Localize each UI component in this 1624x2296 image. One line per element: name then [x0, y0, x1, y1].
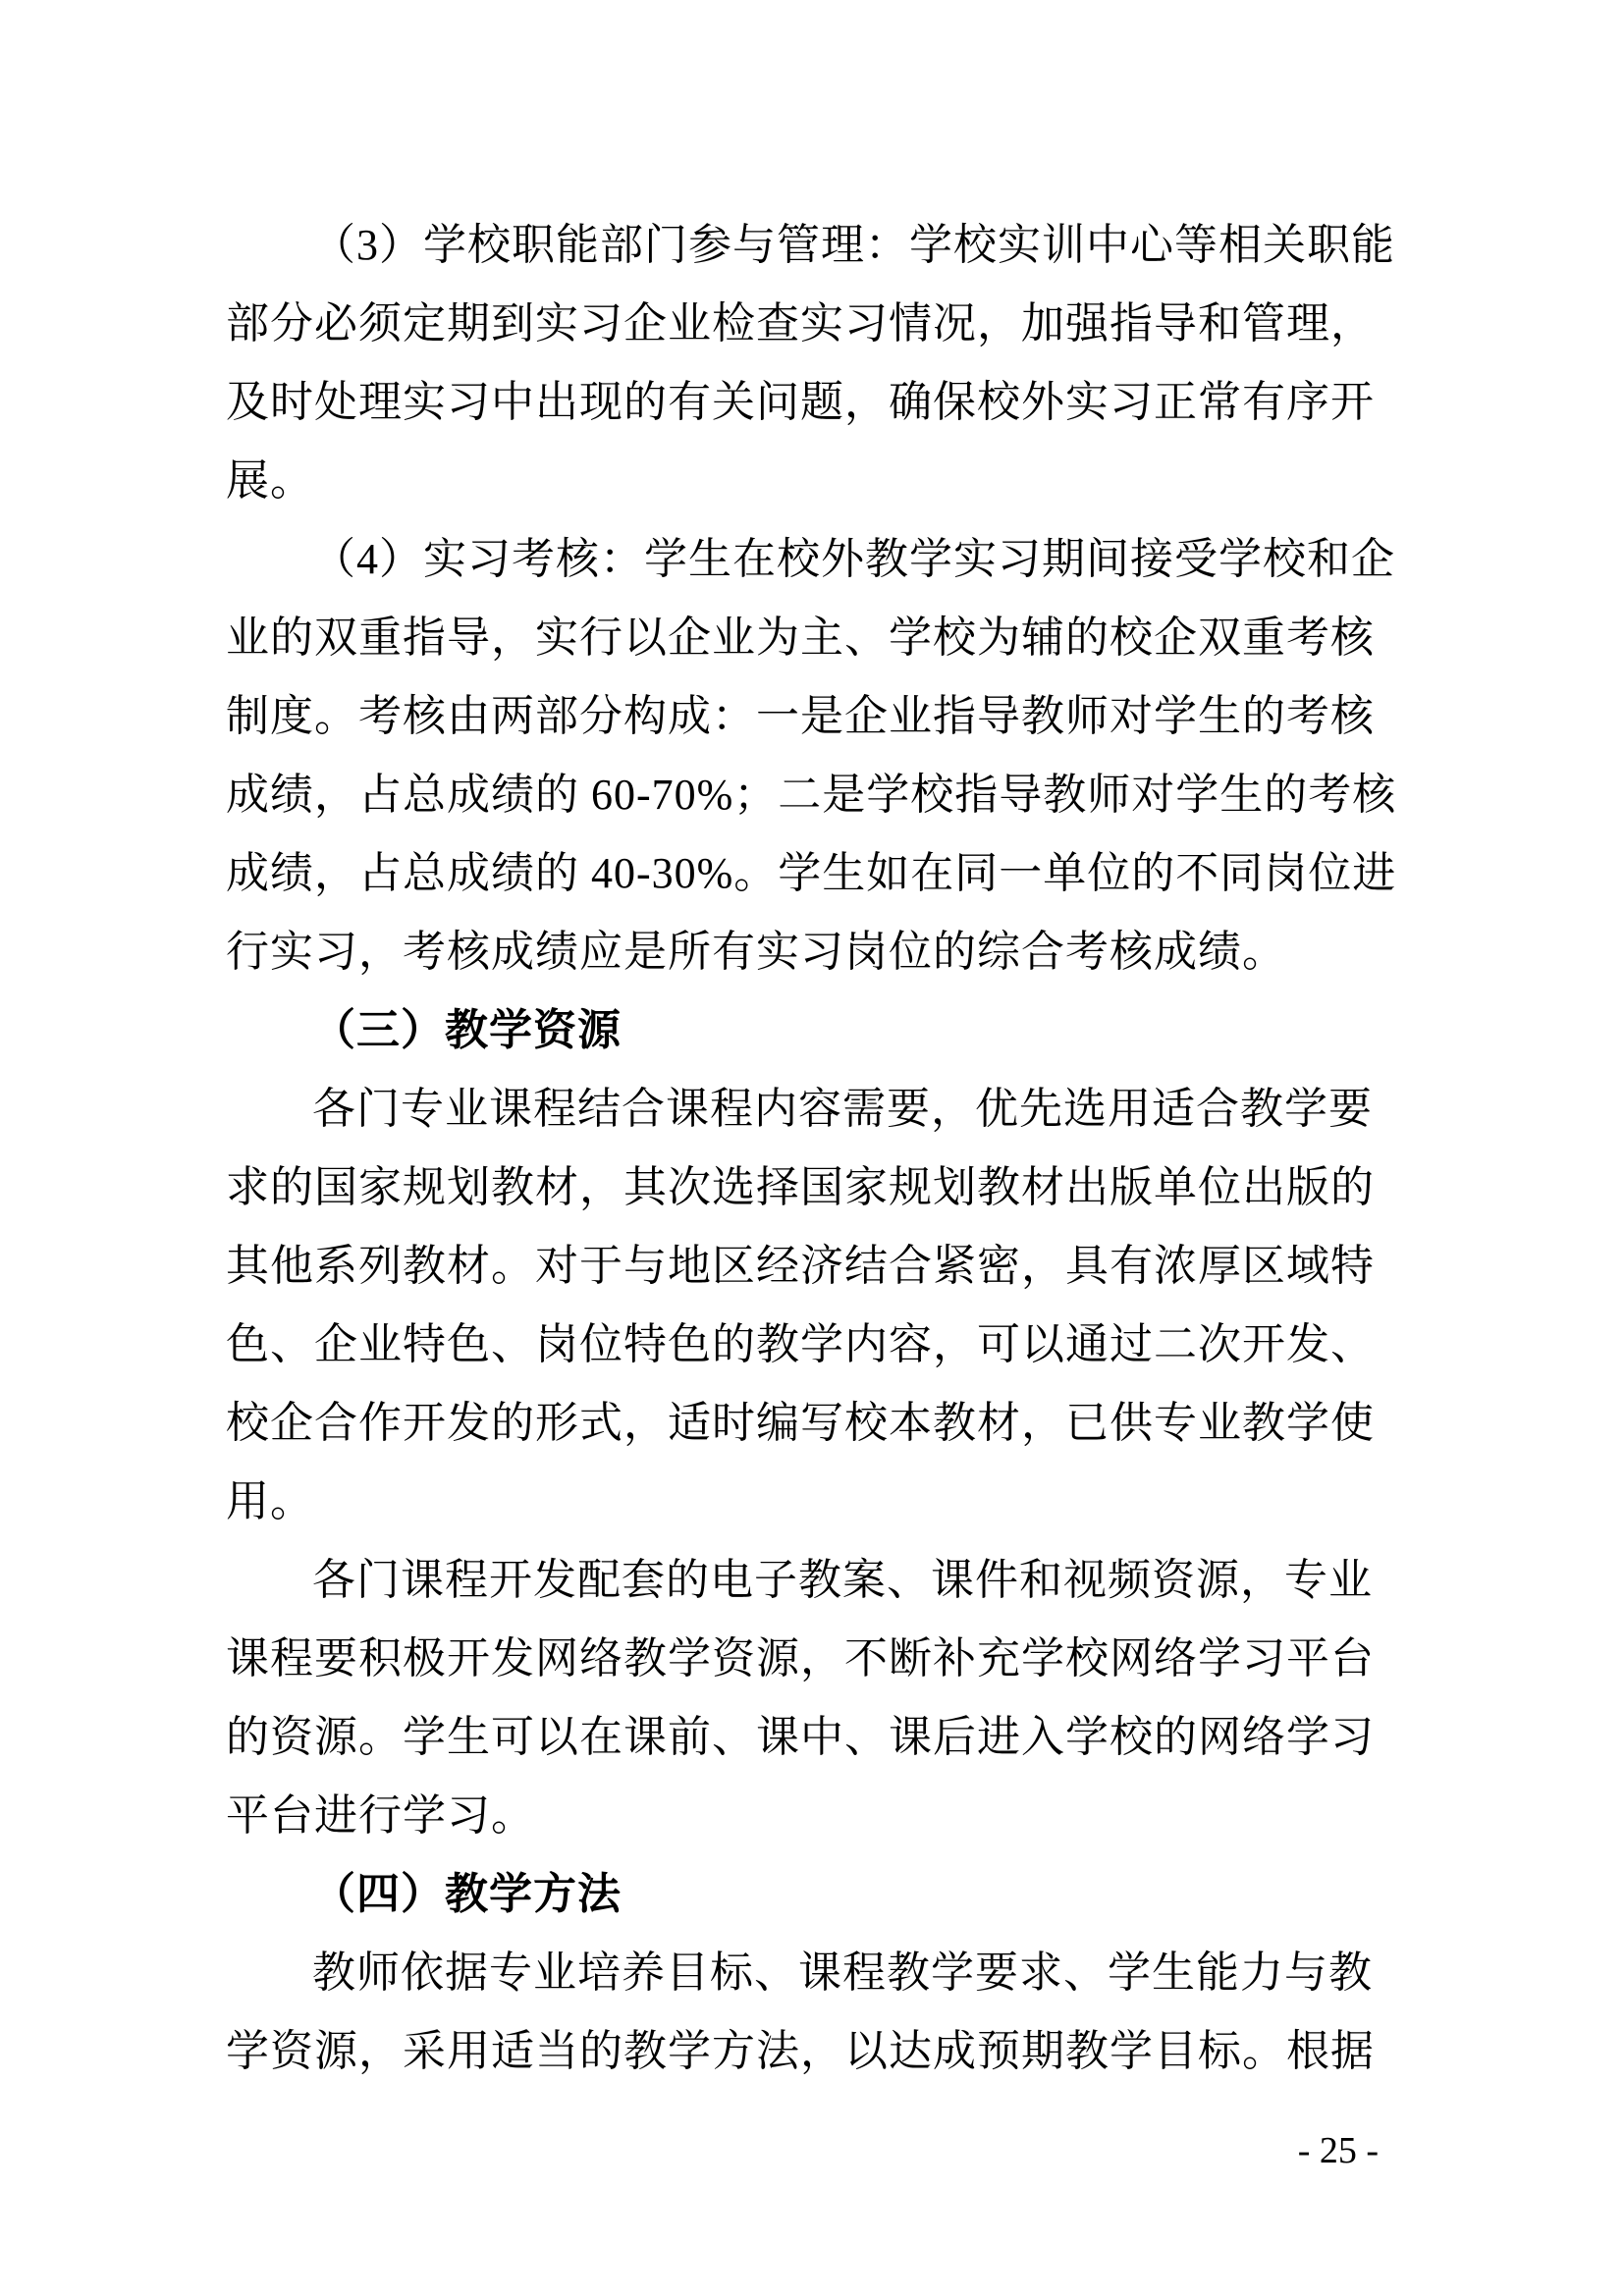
text-line: 用。	[226, 1477, 314, 1525]
text-line: 其他系列教材。对于与地区经济结合紧密，具有浓厚区域特	[226, 1242, 1375, 1290]
heading-teaching-methods	[226, 1855, 1371, 1934]
paragraph-digital-resources	[226, 1541, 1375, 1855]
text-line: 制度。考核由两部分构成：一是企业指导教师对学生的考核	[226, 692, 1375, 740]
text-line: 及时处理实习中出现的有关问题，确保校外实习正常有序开	[226, 378, 1375, 426]
page-number: - 25 -	[1297, 2130, 1379, 2171]
text-line: 的资源。学生可以在课前、课中、课后进入学校的网络学习	[226, 1713, 1375, 1761]
text-line: 色、企业特色、岗位特色的教学内容，可以通过二次开发、	[226, 1320, 1375, 1368]
text-line: 求的国家规划教材，其次选择国家规划教材出版单位出版的	[226, 1163, 1375, 1211]
text-line: 成绩，占总成绩的 40-30%。学生如在同一单位的不同岗位进	[226, 849, 1397, 897]
text-line: 平台进行学习。	[226, 1791, 535, 1840]
heading-text: （四）教学方法	[312, 1870, 622, 1918]
text-line: 业的双重指导，实行以企业为主、学校为辅的校企双重考核	[226, 614, 1375, 662]
heading-text: （三）教学资源	[312, 1006, 622, 1054]
page-body	[226, 206, 1397, 2091]
text-line: 成绩，占总成绩的 60-70%；二是学校指导教师对学生的考核	[226, 771, 1397, 819]
text-line: 展。	[226, 456, 314, 505]
text-line: （3）学校职能部门参与管理：学校实训中心等相关职能	[312, 221, 1395, 269]
text-line: 教师依据专业培养目标、课程教学要求、学生能力与教	[312, 1949, 1373, 1997]
text-line: 课程要积极开发网络教学资源，不断补充学校网络学习平台	[226, 1634, 1375, 1682]
paragraph-teaching-methods-intro	[226, 1934, 1375, 2091]
paragraph-teaching-materials	[226, 1070, 1375, 1541]
text-line: 各门课程开发配套的电子教案、课件和视频资源，专业	[312, 1556, 1373, 1604]
text-line: 各门专业课程结合课程内容需要，优先选用适合教学要	[312, 1085, 1373, 1133]
text-line: 部分必须定期到实习企业检查实习情况，加强指导和管理，	[226, 299, 1375, 347]
paragraph-school-dept-management	[226, 206, 1395, 520]
heading-teaching-resources	[226, 991, 1371, 1070]
text-line: （4）实习考核：学生在校外教学实习期间接受学校和企	[312, 535, 1395, 583]
paragraph-internship-assessment	[226, 520, 1397, 991]
text-line: 校企合作开发的形式，适时编写校本教材，已供专业教学使	[226, 1399, 1375, 1447]
text-line: 行实习，考核成绩应是所有实习岗位的综合考核成绩。	[226, 928, 1286, 976]
text-line: 学资源，采用适当的教学方法，以达成预期教学目标。根据	[226, 2027, 1375, 2075]
